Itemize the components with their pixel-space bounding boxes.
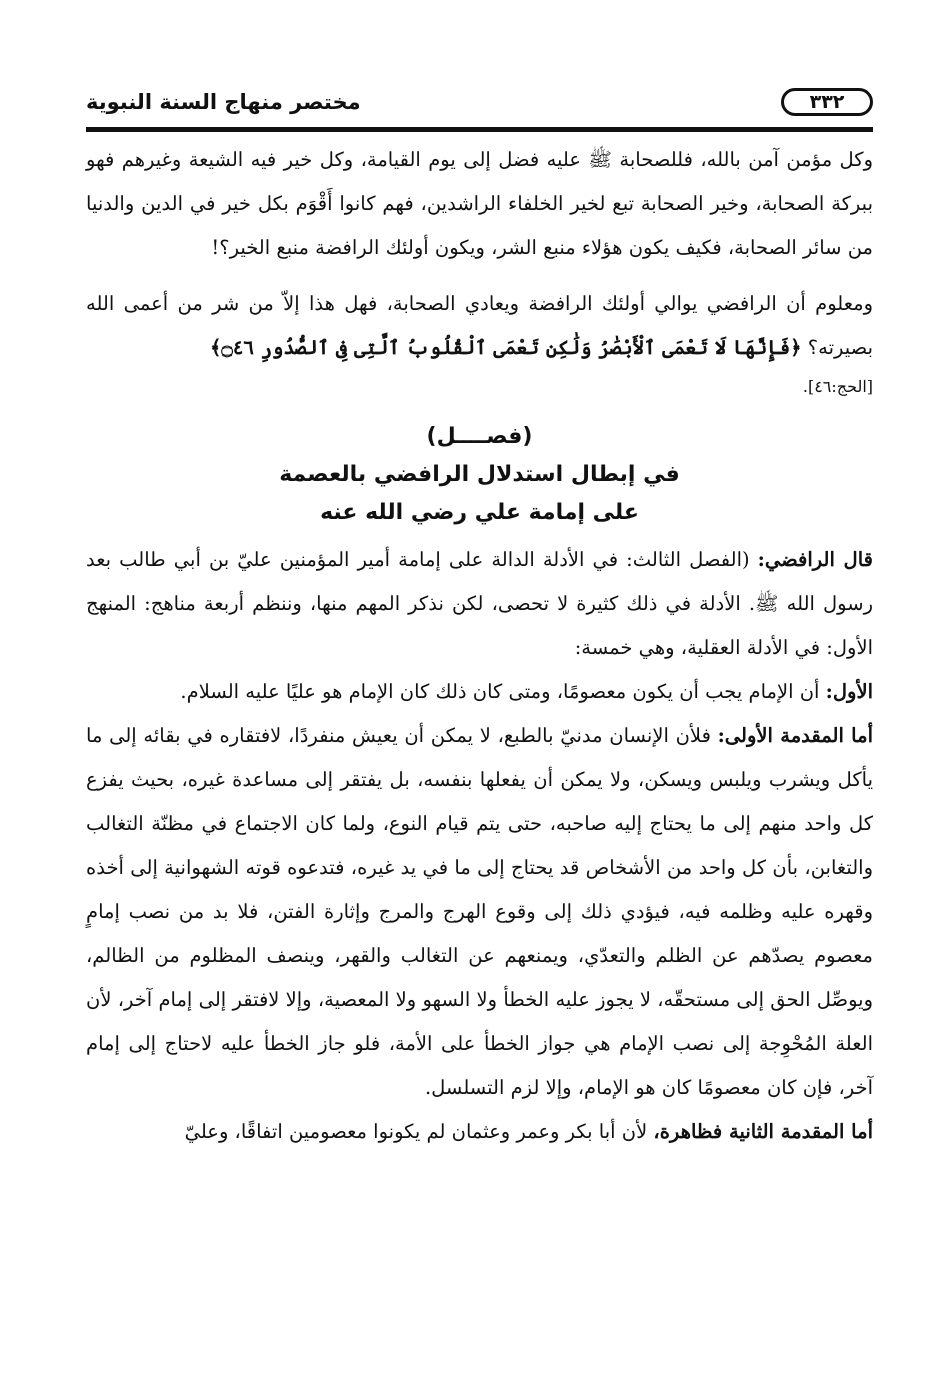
paragraph-3 (86, 538, 873, 670)
section-title-line-2: على إمامة علي رضي الله عنه (320, 500, 639, 525)
paragraph-3-text: (الفصل الثالث: في الأدلة الدالة على إمامة أمير المؤمنين عليّ بن أبي طالب بعد رسول الله ﷺ. الأدلة في ذلك كثيرة لا تحصى، لكن نذكر المهم منها، وننظم أربعة مناهج: المنهج الأول: في الأدلة العقلية، وهي خمسة: (86, 548, 873, 659)
paragraph-4 (86, 670, 873, 714)
paragraph-4-lead: الأول: (825, 680, 873, 703)
paragraph-2 (86, 282, 873, 370)
paragraph-6-text: لأن أبا بكر وعمر وعثمان لم يكونوا معصومين اتفاقًا، وعليّ (184, 1120, 648, 1143)
paragraph-6-lead: أما المقدمة الثانية فظاهرة، (653, 1120, 873, 1143)
paragraph-1: وكل مؤمن آمن بالله، فللصحابة ﷺ عليه فضل إلى يوم القيامة، وكل خير فيه الشيعة وغيرهم فهو ببركة الصحابة، وخير الصحابة تبع لخير الخلفاء الراشدين، فهم كانوا أَقْوَم بكل خير في الدين والدنيا من سائر الصحابة، فكيف يكون هؤلاء منبع الشر، ويكون أولئك الرافضة منبع الخير؟! (86, 148, 873, 259)
paragraph-5 (86, 714, 873, 1110)
book-title: مختصر منهاج السنة النبوية (86, 90, 361, 114)
quran-verse: ﴿فَإِنَّهَا لَا تَعْمَى ٱلْأَبْصَٰرُ وَلَٰكِن تَعْمَى ٱلْقُلُوبُ ٱلَّتِى فِى ٱلصُّدُورِ ۝٤٦﴾ (209, 336, 802, 359)
page-body (86, 138, 873, 1154)
verse-reference: [الحج:٤٦]. (802, 377, 873, 396)
page-number-badge: ٣٣٢ (781, 88, 873, 116)
paragraph-3-lead: قال الرافضي: (757, 548, 873, 571)
paragraph-5-text: فلأن الإنسان مدنيّ بالطبع، لا يمكن أن يعيش منفردًا، لافتقاره في بقائه إلى ما يأكل ويشرب ويلبس ويسكن، ولا يمكن أن يفعلها بنفسه، بل يفتقر إلى مساعدة غيره، بحيث يفزع كل واحد منهم إلى ما يحتاج إليه صاحبه، حتى يتم قيام النوع، ولما كان الاجتماع في مظنّة التغالب والتغابن، بأن كل واحد من الأشخاص قد يحتاج إلى ما في يد غيره، فتدعوه قوته الشهوانية إلى أخذه وقهره عليه وظلمه فيه، فيؤدي ذلك إلى وقوع الهرج والمرج وإثارة الفتن، فلا بد من نصب إمامٍ معصوم يصدّهم عن الظلم والتعدّي، ويمنعهم عن التغالب والقهر، وينصف المظلوم من الظالم، ويوصِّل الحق إلى مستحقّه، لا يجوز عليه الخطأ ولا السهو ولا المعصية، وإلا لافتقر إلى إمام آخر، لأن العلة المُحْوِجة إلى نصب الإمام هي جواز الخطأ على الأمة، فلو جاز الخطأ عليه لاحتاج إلى إمام آخر، فإن كان معصومًا كان هو الإمام، وإلا لزم التسلسل. (86, 724, 873, 1099)
page-header (86, 88, 873, 122)
section-title-line-1: في إبطال استدلال الرافضي بالعصمة (279, 462, 680, 487)
paragraph-6 (86, 1110, 873, 1154)
paragraph-5-lead: أما المقدمة الأولى: (717, 724, 873, 747)
section-label: (فصــــل) (426, 424, 533, 449)
header-rule (86, 127, 873, 132)
paragraph-4-text: أن الإمام يجب أن يكون معصومًا، ومتى كان ذلك كان الإمام هو عليًا عليه السلام. (180, 680, 820, 703)
paragraph-2-text: ومعلوم أن الرافضي يوالي أولئك الرافضة ويعادي الصحابة، فهل هذا إلاّ من شر من أعمى الله بصيرته؟ (86, 292, 873, 359)
